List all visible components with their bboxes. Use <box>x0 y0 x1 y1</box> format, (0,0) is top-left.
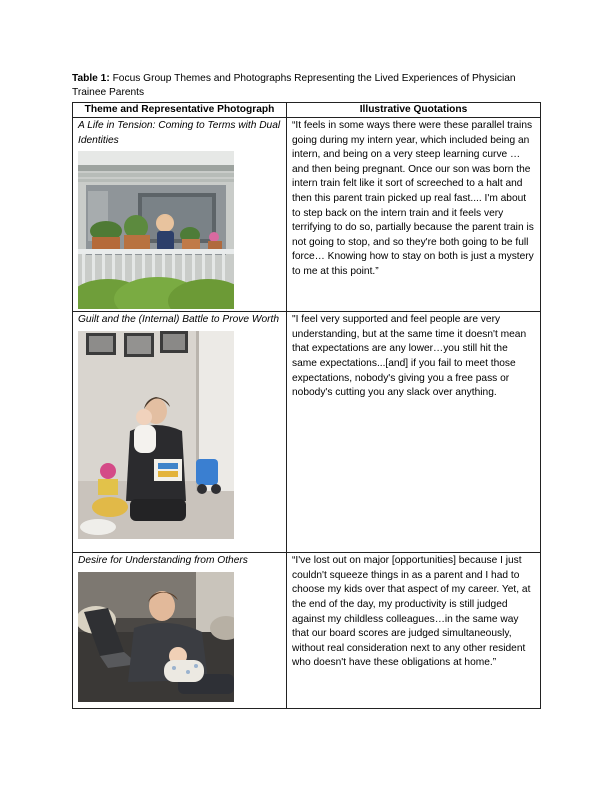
quote-text: “I've lost out on major [opportunities] because I just couldn't squeeze things in as a parent and I had to choose my kids over that aspect of my career. Yet, at the end of the day, my productivity is still judged against my childless colleagues…in the same way that our board scores are judged simultaneously, without real consideration next to any other resident who doesn't have these obligations at home.” <box>292 555 531 669</box>
table-caption-text: Focus Group Themes and Photographs Representing the Lived Experiences of Physician Trainee Parents <box>72 73 516 98</box>
theme-cell <box>73 118 287 312</box>
table-row <box>73 312 541 553</box>
quote-cell <box>287 312 541 553</box>
quote-cell <box>287 553 541 709</box>
themes-table <box>72 102 541 709</box>
header-quotations: Illustrative Quotations <box>287 103 541 118</box>
photo-parent-holding-baby <box>78 331 234 539</box>
table-row <box>73 118 541 312</box>
theme-title: A Life in Tension: Coming to Terms with Dual Identities <box>78 120 281 146</box>
table-caption-label: Table 1: <box>72 73 110 84</box>
theme-title: Guilt and the (Internal) Battle to Prove Worth <box>78 314 280 326</box>
quote-cell <box>287 118 541 312</box>
theme-title: Desire for Understanding from Others <box>78 555 248 567</box>
quote-text: "I feel very supported and feel people are very understanding, but at the same time it doesn't mean that expectations are any lower…you still hit the same expectations...[and] if you fail to meet those expectations, nobody's giving you a free pass or nobody's cutting you any slack over anything. <box>292 314 527 399</box>
theme-cell <box>73 553 287 709</box>
theme-cell <box>73 312 287 553</box>
table-header-row <box>73 103 541 118</box>
photo-parent-with-laptop-and-baby <box>78 572 234 702</box>
photo-child-on-porch <box>78 151 234 309</box>
header-theme: Theme and Representative Photograph <box>73 103 287 118</box>
table-caption <box>72 72 542 100</box>
table-row <box>73 553 541 709</box>
quote-text: “It feels in some ways there were these parallel trains going during my intern year, which included being an intern, and being on a very steep learning curve … and then being pregnant. Once our son was born the intern train felt like it sort of screeched to a halt and then this parent train picked up real fast.... I'm about to step back on the intern train and it feels very terrifying to do so, partially because the parent train is not going to stop, and so they're both going to be full force… Knowing how to stay on both is just a mystery to me at this point.” <box>292 120 534 277</box>
